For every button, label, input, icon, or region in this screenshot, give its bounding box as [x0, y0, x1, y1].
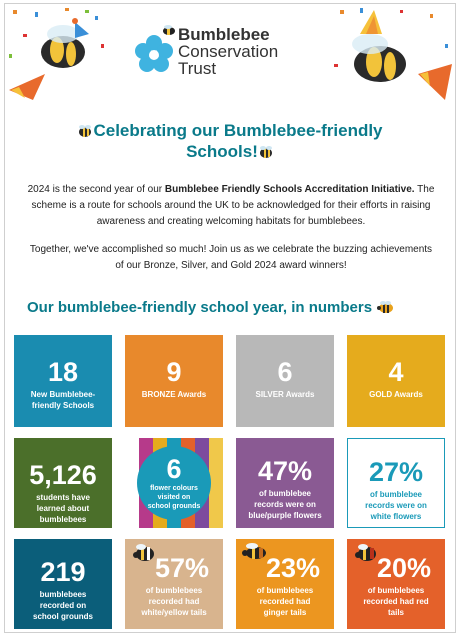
party-bee-illustration-left: [5, 4, 115, 104]
page-title: [5, 120, 455, 162]
section-heading-text: Our bumblebee-friendly school year, in numbers: [27, 299, 373, 316]
logo-line-1: Bumblebee: [178, 25, 270, 44]
stat-value: 18: [47, 357, 79, 387]
intro-text-a: 2024 is the second year of our: [27, 184, 165, 195]
header-banner: [5, 4, 455, 104]
stat-tile-flower-colours: [125, 438, 223, 528]
stat-value: 27%: [368, 457, 424, 487]
logo-line-2: Conservation: [178, 42, 279, 61]
blue-flower-logo-icon: [134, 34, 174, 74]
stat-label: of bumblebees recorded had white/yellow tails: [141, 586, 207, 617]
logo-bee-icon: [160, 24, 176, 36]
intro-text-b: The scheme is a route for schools around the UK to be acknowledged for their efforts in raising awareness and creating welcoming habitats for bumblebees.: [31, 184, 435, 227]
stat-label: New Bumblebee-friendly Schools: [30, 390, 96, 410]
celebration-paragraph: Together, we've accomplished so much! Join us as we celebrate the buzzing achievements of our Bronze, Silver, and Gold 2024 award winners!: [29, 244, 433, 271]
stat-value: 6: [166, 454, 182, 484]
stat-tile-blue-purple-flowers: [236, 438, 334, 528]
bee-emoji-icon: [77, 122, 93, 136]
newsletter-frame: [4, 3, 456, 633]
stat-tile-ginger-tails: [236, 539, 334, 629]
stat-value: 57%: [154, 553, 210, 583]
stat-label: of bumblebees recorded had ginger tails: [256, 586, 314, 617]
stat-tile-gold-awards: [347, 335, 445, 427]
party-bee-illustration-right: [330, 4, 455, 104]
stat-label: of bumblebees recorded had red tails: [363, 586, 429, 617]
stat-tile-white-flowers: [347, 438, 445, 528]
bee-icon: [131, 541, 157, 563]
stat-label: of bumblebee records were on white flowers: [365, 490, 427, 521]
stat-tile-silver-awards: [236, 335, 334, 427]
stat-value: 9: [166, 357, 182, 387]
stat-tile-bronze-awards: [125, 335, 223, 427]
stat-tile-new-schools: [14, 335, 112, 427]
stat-value: 6: [277, 357, 293, 387]
stat-value: 5,126: [29, 460, 97, 490]
stat-tile-red-tails: [347, 539, 445, 629]
bee-emoji-icon: [258, 143, 274, 157]
bee-emoji-icon: [376, 300, 394, 314]
stat-value: 4: [388, 357, 404, 387]
bee-icon: [353, 541, 379, 563]
stat-label: GOLD Awards: [369, 390, 423, 399]
stat-label: flower colours visited on school grounds: [147, 485, 201, 510]
stat-tile-students: [14, 438, 112, 528]
intro-text-bold: Bumblebee Friendly Schools Accreditation Initiative.: [164, 184, 415, 195]
logo-line-3: Trust: [178, 59, 217, 78]
bee-icon: [240, 541, 270, 561]
stat-value: 20%: [376, 553, 432, 583]
stat-tile-white-yellow-tails: [125, 539, 223, 629]
stat-label: bumblebees recorded on school grounds: [33, 590, 93, 621]
stat-label: students have learned about bumblebees: [36, 493, 90, 524]
stat-label: SILVER Awards: [255, 390, 315, 399]
stat-value: 47%: [257, 456, 313, 486]
stat-value: 23%: [265, 553, 321, 583]
stat-label: of bumblebee records were on blue/purple flowers: [248, 489, 322, 520]
section-heading: [27, 299, 394, 316]
stat-value: 219: [40, 557, 86, 587]
title-line-2: Schools!: [186, 142, 258, 161]
intro-paragraph: [25, 182, 437, 230]
title-line-1: Celebrating our Bumblebee-friendly: [93, 121, 383, 140]
stat-label: BRONZE Awards: [141, 390, 207, 399]
stat-tile-bumblebees-recorded: [14, 539, 112, 629]
bumblebee-conservation-trust-logo: [130, 22, 310, 82]
